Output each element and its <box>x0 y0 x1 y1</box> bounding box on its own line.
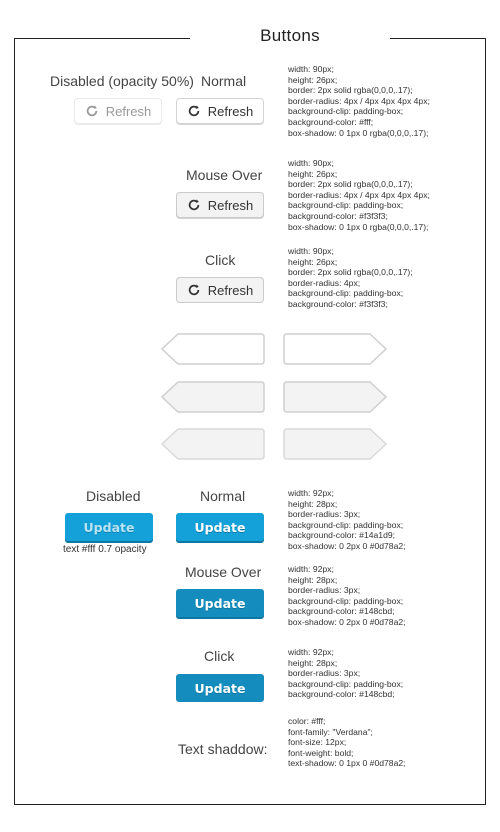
spec-line: background-color: #14a1d9; <box>288 530 396 541</box>
refresh-button-normal[interactable] <box>176 98 264 124</box>
refresh-icon <box>187 283 201 297</box>
spec-line: border-radius: 4px / 4px 4px 4px 4px; <box>288 95 430 106</box>
spec-line: width: 90px; <box>288 246 334 256</box>
spec-line: background-clip: padding-box; <box>288 288 404 299</box>
spec-line: font-weight: bold; <box>288 747 354 758</box>
prev-arrow-button-click[interactable] <box>160 428 266 460</box>
refresh-label: Refresh <box>207 282 254 298</box>
spec-line: height: 26px; <box>288 256 338 267</box>
spec-line: font-family: "Verdana"; <box>288 726 373 737</box>
next-arrow-button-normal[interactable] <box>282 333 388 365</box>
spec-update-normal <box>288 488 406 552</box>
spec-refresh-click <box>288 246 413 310</box>
label-update-disabled: Disabled <box>86 488 141 504</box>
label-click: Click <box>205 252 236 268</box>
spec-line: height: 28px; <box>288 498 338 509</box>
update-label: Update <box>194 595 246 611</box>
label-normal: Normal <box>201 73 247 89</box>
page-title: Buttons <box>260 26 320 45</box>
update-label: Update <box>83 519 135 535</box>
update-button-hover[interactable] <box>176 589 264 617</box>
spec-refresh-normal <box>288 64 430 138</box>
title-wrap <box>190 24 390 48</box>
spec-line: box-shadow: 0 1px 0 rgba(0,0,0,.17); <box>288 221 429 232</box>
spec-line: background-clip: padding-box; <box>288 200 404 211</box>
spec-line: height: 26px; <box>288 74 338 85</box>
refresh-icon <box>85 104 99 118</box>
spec-line: border-radius: 3px; <box>288 668 361 679</box>
label-update-normal: Normal <box>200 488 246 504</box>
label-mouse-over: Mouse Over <box>186 167 263 183</box>
update-button-click[interactable] <box>176 674 264 702</box>
label-disabled: Disabled (opacity 50%) <box>50 73 194 89</box>
refresh-button-hover[interactable] <box>176 192 264 218</box>
spec-line: background-color: #f3f3f3; <box>288 210 388 221</box>
refresh-label: Refresh <box>207 197 254 213</box>
spec-update-click <box>288 647 403 700</box>
spec-line: height: 28px; <box>288 657 338 668</box>
spec-line: border: 2px solid rgba(0,0,0,.17); <box>288 267 413 278</box>
spec-line: background-clip: padding-box; <box>288 595 404 606</box>
spec-update-hover <box>288 564 406 628</box>
spec-line: background-clip: padding-box; <box>288 519 404 530</box>
spec-line: font-size: 12px; <box>288 737 347 748</box>
label-update-click: Click <box>204 648 235 664</box>
update-button-normal[interactable] <box>176 513 264 541</box>
spec-line: border-radius: 3px; <box>288 509 361 520</box>
spec-line: width: 92px; <box>288 564 334 574</box>
spec-line: border-radius: 4px; <box>288 277 361 288</box>
prev-arrow-button-normal[interactable] <box>160 333 266 365</box>
spec-line: text-shadow: 0 1px 0 #0d78a2; <box>288 758 406 769</box>
spec-line: background-color: #148cbd; <box>288 689 395 700</box>
update-button-disabled <box>65 513 153 541</box>
next-arrow-button-hover[interactable] <box>282 381 388 413</box>
update-label: Update <box>194 680 246 696</box>
spec-line: box-shadow: 0 2px 0 #0d78a2; <box>288 616 406 627</box>
next-arrow-button-click[interactable] <box>282 428 388 460</box>
spec-line: height: 26px; <box>288 168 338 179</box>
refresh-icon <box>187 104 201 118</box>
refresh-button-click[interactable] <box>176 277 264 303</box>
spec-line: background-color: #148cbd; <box>288 606 395 617</box>
spec-line: height: 28px; <box>288 574 338 585</box>
spec-line: background-color: #fff; <box>288 116 374 127</box>
spec-refresh-hover <box>288 158 430 232</box>
refresh-label: Refresh <box>207 103 254 119</box>
spec-line: width: 90px; <box>288 64 334 74</box>
spec-line: border: 2px solid rgba(0,0,0,.17); <box>288 85 413 96</box>
spec-line: background-color: #f3f3f3; <box>288 298 388 309</box>
spec-line: background-clip: padding-box; <box>288 678 404 689</box>
spec-line: background-clip: padding-box; <box>288 106 404 117</box>
prev-arrow-button-hover[interactable] <box>160 381 266 413</box>
spec-line: color: #fff; <box>288 716 326 726</box>
disabled-note: text #fff 0.7 opacity <box>63 544 147 555</box>
spec-line: width: 92px; <box>288 488 334 498</box>
update-label: Update <box>194 519 246 535</box>
spec-text-shadow <box>288 716 406 769</box>
refresh-icon <box>187 198 201 212</box>
spec-line: width: 92px; <box>288 647 334 657</box>
refresh-label: Refresh <box>105 103 152 119</box>
refresh-button-disabled <box>74 98 162 124</box>
spec-line: box-shadow: 0 1px 0 rgba(0,0,0,.17); <box>288 127 429 138</box>
spec-line: border-radius: 3px; <box>288 585 361 596</box>
spec-line: box-shadow: 0 2px 0 #0d78a2; <box>288 540 406 551</box>
label-update-mouse-over: Mouse Over <box>185 564 262 580</box>
spec-line: border: 2px solid rgba(0,0,0,.17); <box>288 179 413 190</box>
spec-line: width: 90px; <box>288 158 334 168</box>
label-text-shadow: Text shaddow: <box>178 741 268 757</box>
spec-line: border-radius: 4px / 4px 4px 4px 4px; <box>288 189 430 200</box>
